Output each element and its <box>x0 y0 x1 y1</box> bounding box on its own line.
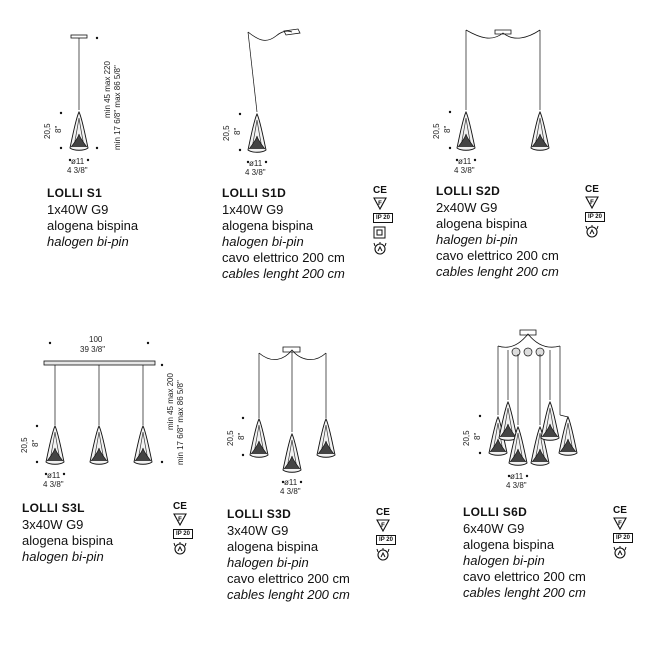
ce-mark-icon: CE <box>613 505 627 516</box>
s3l-height-in-label: 8" <box>31 439 40 447</box>
product-lamp-it: alogena bispina <box>227 539 319 554</box>
product-power: 3x40W G9 <box>227 523 289 538</box>
product-cable-it: cavo elettrico 200 cm <box>463 569 586 584</box>
s3l-range-in-label: min 17 6/8" max 86 5/8" <box>176 380 185 465</box>
drawing-lolli-s3l <box>36 342 163 475</box>
s2d-certifications <box>585 183 607 241</box>
product-name: LOLLI S1 <box>47 186 103 200</box>
product-lamp-en: halogen bi-pin <box>222 234 304 249</box>
f-mark-text: F <box>618 521 622 527</box>
s2d-height-label: 20,5 <box>432 123 441 139</box>
product-lamp-it: alogena bispina <box>222 218 314 233</box>
ce-mark-icon: CE <box>585 184 599 195</box>
s3l-height-label: 20,5 <box>20 437 29 453</box>
s1d-diam-label: ø11 <box>249 159 263 168</box>
s3l-diam-in-label: 4 3/8" <box>43 480 64 489</box>
s1-range-label: min 45 max 220 <box>103 61 112 118</box>
s6d-certifications <box>613 504 635 562</box>
product-name: LOLLI S1D <box>222 186 287 200</box>
s1-diam-in-label: 4 3/8" <box>67 166 88 175</box>
product-lamp-en: halogen bi-pin <box>22 549 104 564</box>
s3l-width-label: 100 <box>89 335 103 344</box>
drawing-lolli-s1 <box>60 35 98 161</box>
f-mark-icon <box>376 519 390 532</box>
s6d-height-in-label: 8" <box>473 432 482 440</box>
s3d-height-in-label: 8" <box>237 432 246 440</box>
ip20-icon: IP 20 <box>585 212 605 222</box>
s3l-width-in-label: 39 3/8" <box>80 345 106 354</box>
spec-lolli-s3d <box>227 506 350 603</box>
s1-range-in-label: min 17 6/8" max 86 5/8" <box>113 65 122 150</box>
product-lamp-it: alogena bispina <box>22 533 114 548</box>
product-lamp-it: alogena bispina <box>47 218 139 233</box>
product-cable-en: cables lenght 200 cm <box>463 585 586 600</box>
ce-mark-icon: CE <box>373 185 387 196</box>
product-lamp-it: alogena bispina <box>436 216 528 231</box>
s1-height-in-label: 8" <box>54 125 63 133</box>
s1d-height-label: 20,5 <box>222 125 231 141</box>
s3d-diam-in-label: 4 3/8" <box>280 487 301 496</box>
product-lamp-en: halogen bi-pin <box>436 232 518 247</box>
s2d-height-in-label: 8" <box>443 125 452 133</box>
s3l-range-label: min 45 max 200 <box>166 373 175 430</box>
s1-height-label: 20,5 <box>43 123 52 139</box>
product-name: LOLLI S3L <box>22 501 85 515</box>
f-mark-icon <box>585 196 599 209</box>
s6d-diam-label: ø11 <box>510 472 524 481</box>
product-power: 1x40W G9 <box>222 202 284 217</box>
s1d-certifications <box>373 184 395 258</box>
ce-mark-icon: CE <box>376 507 390 518</box>
spec-lolli-s1d <box>222 185 345 282</box>
ip20-icon: IP 20 <box>373 213 393 223</box>
ip20-icon: IP 20 <box>376 535 396 545</box>
product-power: 2x40W G9 <box>436 200 498 215</box>
s1d-diam-in-label: 4 3/8" <box>245 168 266 177</box>
s6d-diam-in-label: 4 3/8" <box>506 481 527 490</box>
f-mark-icon <box>373 197 387 210</box>
product-cable-it: cavo elettrico 200 cm <box>436 248 559 263</box>
drawing-lolli-s1d <box>239 29 300 163</box>
drawing-lolli-s3d <box>242 347 335 483</box>
class-ii-icon <box>373 226 386 239</box>
spec-lolli-s6d <box>463 504 586 601</box>
product-cable-en: cables lenght 200 cm <box>227 587 350 602</box>
product-lamp-it: alogena bispina <box>463 537 555 552</box>
product-lamp-en: halogen bi-pin <box>227 555 309 570</box>
f-mark-text: F <box>178 517 182 523</box>
dimmable-icon <box>373 242 387 255</box>
product-power: 1x40W G9 <box>47 202 109 217</box>
ip20-icon: IP 20 <box>173 529 193 539</box>
s3l-certifications <box>173 500 195 558</box>
s2d-diam-in-label: 4 3/8" <box>454 166 475 175</box>
dimmable-icon <box>613 546 627 559</box>
spec-lolli-s2d <box>436 183 559 280</box>
f-mark-icon <box>613 517 627 530</box>
f-mark-icon <box>173 513 187 526</box>
product-cable-it: cavo elettrico 200 cm <box>227 571 350 586</box>
product-cable-it: cavo elettrico 200 cm <box>222 250 345 265</box>
s1-diam-label: ø11 <box>71 157 85 166</box>
dimmable-icon <box>376 548 390 561</box>
product-name: LOLLI S2D <box>436 184 501 198</box>
product-power: 3x40W G9 <box>22 517 84 532</box>
ip20-icon: IP 20 <box>613 533 633 543</box>
product-cable-en: cables lenght 200 cm <box>222 266 345 281</box>
s3d-diam-label: ø11 <box>284 478 298 487</box>
s3d-height-label: 20,5 <box>226 430 235 446</box>
s6d-height-label: 20,5 <box>462 430 471 446</box>
spec-lolli-s1 <box>47 185 138 250</box>
drawing-lolli-s6d <box>479 330 577 477</box>
s1d-height-in-label: 8" <box>233 127 242 135</box>
f-mark-text: F <box>378 201 382 207</box>
f-mark-text: F <box>590 200 594 206</box>
spec-lolli-s3l <box>22 500 113 565</box>
drawing-lolli-s2d <box>449 30 549 161</box>
product-cable-en: cables lenght 200 cm <box>436 264 559 279</box>
product-lamp-en: halogen bi-pin <box>463 553 545 568</box>
ce-mark-icon: CE <box>173 501 187 512</box>
s2d-diam-label: ø11 <box>458 157 472 166</box>
product-name: LOLLI S6D <box>463 505 528 519</box>
dimmable-icon <box>173 542 187 555</box>
s3l-diam-label: ø11 <box>47 471 61 480</box>
product-lamp-en: halogen bi-pin <box>47 234 129 249</box>
s3d-certifications <box>376 506 398 564</box>
product-name: LOLLI S3D <box>227 507 292 521</box>
product-power: 6x40W G9 <box>463 521 525 536</box>
dimmable-icon <box>585 225 599 238</box>
f-mark-text: F <box>381 523 385 529</box>
